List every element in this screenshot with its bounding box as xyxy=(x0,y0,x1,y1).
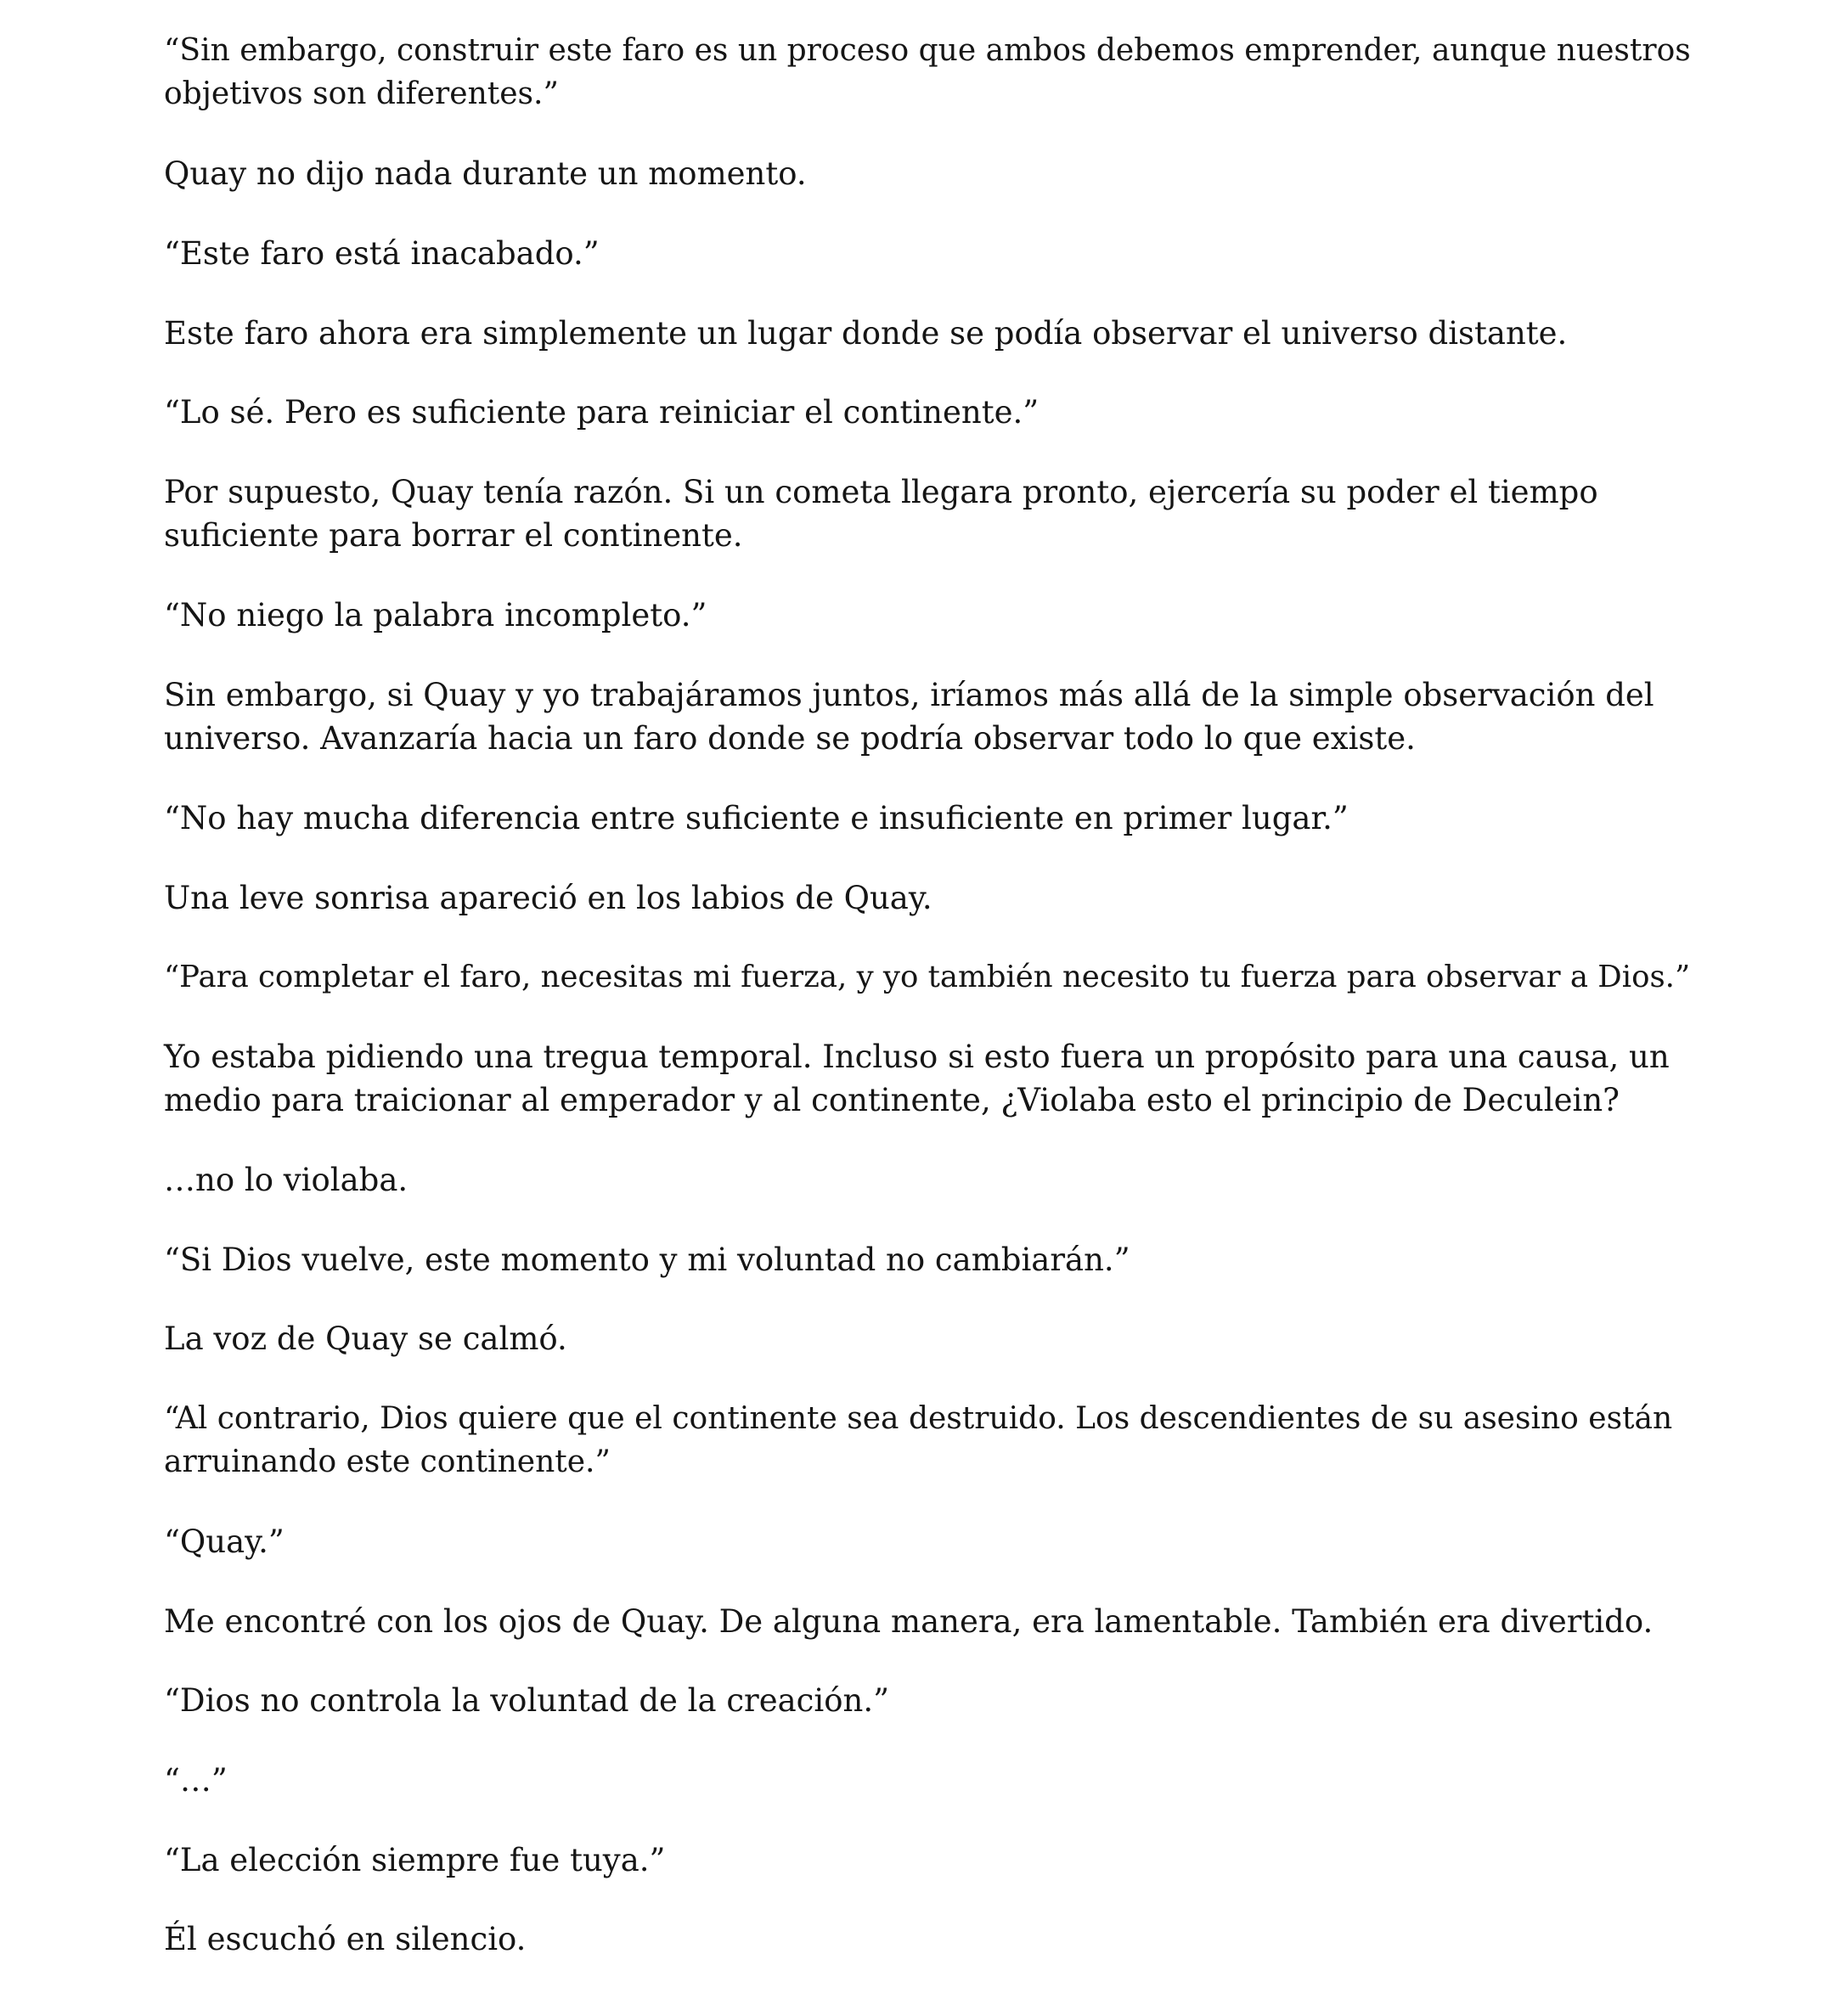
document-page xyxy=(164,0,1693,1999)
paragraph xyxy=(164,470,1693,557)
text-line: “No hay mucha diferencia entre suficiente e insuficiente en primer lugar.” xyxy=(164,800,1349,836)
paragraph xyxy=(164,1520,1693,1563)
text-line: “Sin embargo, construir este faro es un proceso que ambos debemos emprender, aunque nuestros xyxy=(164,33,1691,68)
text-line: “Quay.” xyxy=(164,1523,285,1560)
text-line: suficiente para borrar el continente. xyxy=(164,517,743,554)
text-line: Sin embargo, si Quay y yo trabajáramos juntos, iríamos más allá de la simple observación del xyxy=(164,677,1654,713)
paragraph xyxy=(164,152,1693,195)
paragraph xyxy=(164,1679,1693,1722)
text-line: La voz de Quay se calmó. xyxy=(164,1320,567,1357)
text-line: “…” xyxy=(164,1762,228,1799)
text-line: Quay no dijo nada durante un momento. xyxy=(164,155,807,192)
text-line: “Este faro está inacabado.” xyxy=(164,235,600,272)
paragraph xyxy=(164,1317,1693,1360)
paragraph xyxy=(164,1917,1693,1961)
paragraph xyxy=(164,1158,1693,1202)
text-line: “La elección siempre fue tuya.” xyxy=(164,1842,666,1878)
paragraph xyxy=(164,312,1693,355)
text-line: Este faro ahora era simplemente un lugar donde se podía observar el universo distante. xyxy=(164,315,1568,352)
paragraph xyxy=(164,232,1693,275)
text-line: “Lo sé. Pero es suficiente para reiniciar el continente.” xyxy=(164,394,1040,431)
paragraph xyxy=(164,1759,1693,1802)
text-line: Él escuchó en silencio. xyxy=(164,1921,527,1957)
text-line: “Al contrario, Dios quiere que el continente sea destruido. Los descendientes de su asesino están xyxy=(164,1401,1673,1436)
text-line: Por supuesto, Quay tenía razón. Si un cometa llegara pronto, ejercería su poder el tiempo xyxy=(164,474,1598,510)
text-line: “No niego la palabra incompleto.” xyxy=(164,597,707,633)
paragraph xyxy=(164,1839,1693,1882)
paragraph xyxy=(164,1238,1693,1281)
paragraph xyxy=(164,797,1693,840)
paragraph xyxy=(164,1035,1693,1122)
paragraph xyxy=(164,673,1693,760)
paragraph xyxy=(164,1397,1693,1484)
text-line: medio para traicionar al emperador y al continente, ¿Violaba esto el principio de Deculein? xyxy=(164,1082,1620,1118)
paragraph xyxy=(164,1600,1693,1643)
text-line: objetivos son diferentes.” xyxy=(164,76,559,111)
text-line: arruinando este continente.” xyxy=(164,1444,611,1479)
paragraph xyxy=(164,955,1693,999)
text-line: “Si Dios vuelve, este momento y mi voluntad no cambiarán.” xyxy=(164,1242,1130,1278)
paragraph xyxy=(164,391,1693,434)
text-line: Yo estaba pidiendo una tregua temporal. Incluso si esto fuera un propósito para una causa, un xyxy=(164,1039,1670,1075)
text-line: Me encontré con los ojos de Quay. De alguna manera, era lamentable. También era divertido. xyxy=(164,1603,1654,1640)
text-line: Una leve sonrisa apareció en los labios de Quay. xyxy=(164,880,932,916)
text-line: “Dios no controla la voluntad de la creación.” xyxy=(164,1682,890,1719)
paragraph xyxy=(164,594,1693,637)
text-line: “Para completar el faro, necesitas mi fuerza, y yo también necesito tu fuerza para observar a Dios.” xyxy=(164,960,1691,994)
paragraph xyxy=(164,876,1693,920)
paragraph xyxy=(164,29,1693,115)
text-line: universo. Avanzaría hacia un faro donde se podría observar todo lo que existe. xyxy=(164,720,1416,757)
text-line: …no lo violaba. xyxy=(164,1162,408,1198)
